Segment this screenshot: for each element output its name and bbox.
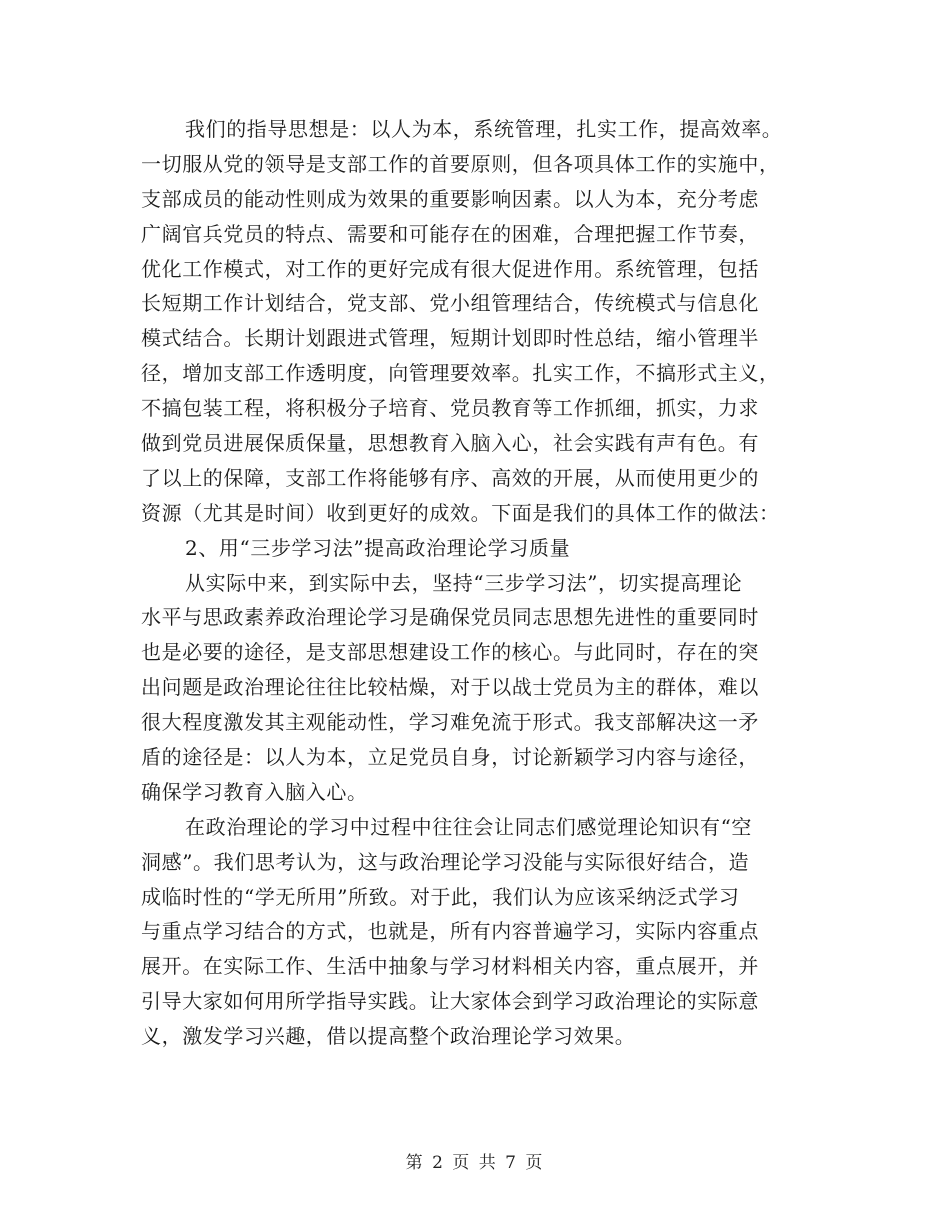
text-line: 水平与思政素养政治理论学习是确保党员同志思想先进性的重要同时 bbox=[141, 605, 759, 630]
text-line: 支部成员的能动性则成为效果的重要影响因素。以人为本，充分考虑 bbox=[141, 186, 759, 211]
text-line: 也是必要的途径，是支部思想建设工作的核心。与此同时，存在的突 bbox=[141, 640, 759, 665]
text-line: 成临时性的“学无所用”所致。对于此，我们认为应该采纳泛式学习 bbox=[141, 884, 740, 909]
text-line: 从实际中来，到实际中去，坚持“三步学习法”，切实提高理论 bbox=[185, 570, 743, 595]
text-line: 很大程度激发其主观能动性，学习难免流于形式。我支部解决这一矛 bbox=[141, 710, 759, 735]
text-line: 出问题是政治理论往往比较枯燥，对于以战士党员为主的群体，难以 bbox=[141, 675, 759, 700]
text-line: 在政治理论的学习中过程中往往会让同志们感觉理论知识有“空 bbox=[185, 814, 753, 839]
text-line: 一切服从党的领导是支部工作的首要原则，但各项具体工作的实施中， bbox=[141, 151, 780, 176]
text-line: 与重点学习结合的方式，也就是，所有内容普遍学习，实际内容重点 bbox=[141, 919, 759, 944]
text-line: 义，激发学习兴趣，借以提高整个政治理论学习效果。 bbox=[141, 1024, 636, 1049]
text-line: 了以上的保障，支部工作将能够有序、高效的开展，从而使用更少的 bbox=[141, 465, 759, 490]
text-line: 广阔官兵党员的特点、需要和可能存在的困难，合理把握工作节奏， bbox=[141, 221, 759, 246]
text-line: 我们的指导思想是：以人为本，系统管理，扎实工作，提高效率。 bbox=[185, 117, 783, 141]
text-line: 盾的途径是：以人为本，立足党员自身，讨论新颖学习内容与途径， bbox=[141, 745, 759, 770]
text-line: 做到党员进展保质保量，思想教育入脑入心，社会实践有声有色。有 bbox=[141, 431, 759, 456]
section-heading: 2、用“三步学习法”提高政治理论学习质量 bbox=[185, 535, 571, 560]
text-line: 模式结合。长期计划跟进式管理，短期计划即时性总结，缩小管理半 bbox=[141, 326, 759, 351]
document-body bbox=[141, 112, 811, 1054]
text-line: 确保学习教育入脑入心。 bbox=[141, 779, 368, 804]
text-line: 不搞包装工程，将积极分子培育、党员教育等工作抓细，抓实，力求 bbox=[141, 396, 759, 421]
text-line: 径，增加支部工作透明度，向管理要效率。扎实工作，不搞形式主义， bbox=[141, 361, 780, 386]
text-line: 展开。在实际工作、生活中抽象与学习材料相关内容，重点展开，并 bbox=[141, 954, 759, 979]
text-line: 长短期工作计划结合，党支部、党小组管理结合，传统模式与信息化 bbox=[141, 291, 759, 316]
text-line: 洞感”。我们思考认为，这与政治理论学习没能与实际很好结合，造 bbox=[141, 849, 750, 874]
page-footer: 第 2 页 共 7 页 bbox=[405, 1153, 545, 1173]
text-line: 优化工作模式，对工作的更好完成有很大促进作用。系统管理，包括 bbox=[141, 256, 759, 281]
text-line: 引导大家如何用所学指导实践。让大家体会到学习政治理论的实际意 bbox=[141, 989, 759, 1014]
text-line: 资源（尤其是时间）收到更好的成效。下面是我们的具体工作的做法： bbox=[141, 500, 780, 525]
